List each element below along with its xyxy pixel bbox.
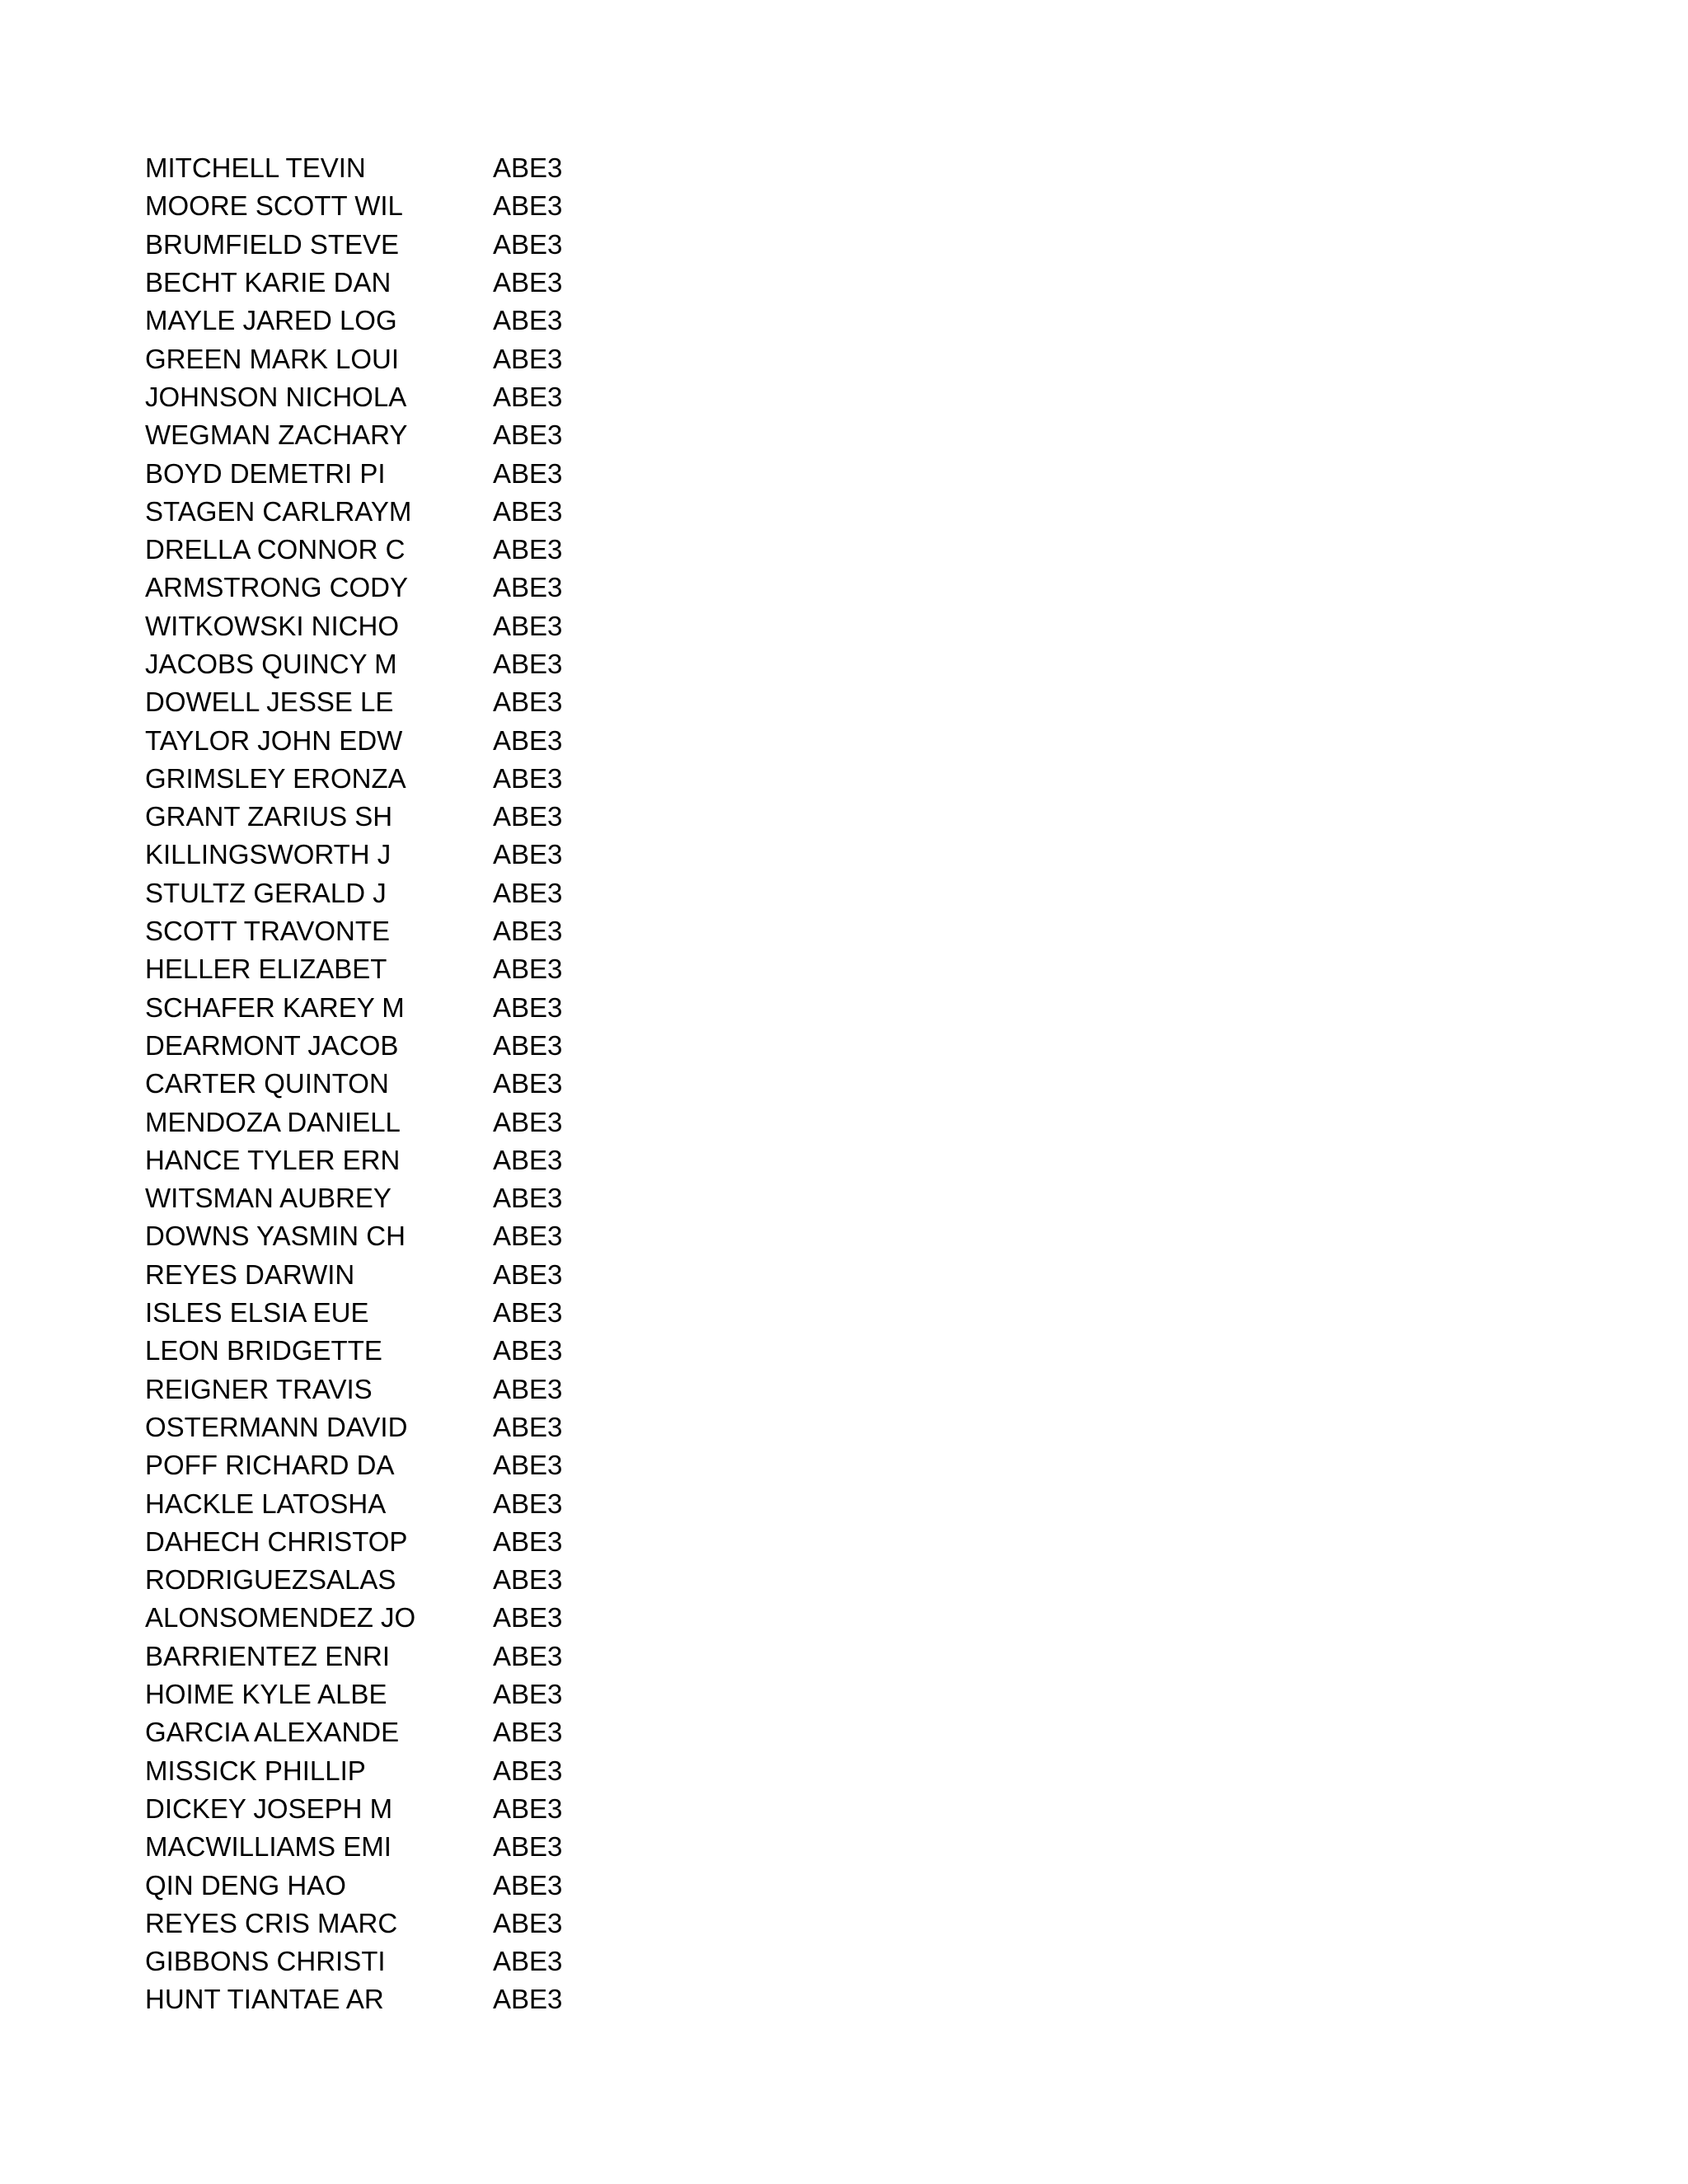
person-name: REIGNER TRAVIS — [145, 1373, 373, 1404]
list-item — [145, 1675, 592, 1713]
code-value: ABE3 — [493, 1869, 563, 1900]
code-value: ABE3 — [493, 839, 563, 870]
person-name: DAHECH CHRISTOP — [145, 1526, 408, 1557]
code-value: ABE3 — [493, 1411, 563, 1442]
code-value: ABE3 — [493, 649, 563, 679]
person-name: JOHNSON NICHOLA — [145, 381, 407, 412]
list-item — [145, 1065, 592, 1103]
person-name: MISSICK PHILLIP — [145, 1755, 366, 1786]
person-name: WITSMAN AUBREY — [145, 1183, 392, 1214]
list-item — [145, 1523, 592, 1561]
list-item — [145, 1179, 592, 1217]
person-name: HELLER ELIZABET — [145, 954, 387, 985]
list-item — [145, 1446, 592, 1484]
person-name: GRANT ZARIUS SH — [145, 801, 393, 832]
list-item — [145, 416, 592, 454]
list-item — [145, 378, 592, 416]
list-item — [145, 1027, 592, 1065]
code-value: ABE3 — [493, 1106, 563, 1137]
list-item — [145, 187, 592, 225]
person-name: DOWNS YASMIN CH — [145, 1221, 406, 1252]
list-item — [145, 645, 592, 683]
code-value: ABE3 — [493, 687, 563, 718]
person-name: HANCE TYLER ERN — [145, 1144, 401, 1175]
person-name: GRIMSLEY ERONZA — [145, 762, 406, 794]
person-name: SCOTT TRAVONTE — [145, 916, 391, 947]
code-value: ABE3 — [493, 343, 563, 374]
list-item — [145, 836, 592, 874]
code-value: ABE3 — [493, 877, 563, 908]
list-item — [145, 1751, 592, 1789]
person-name: CARTER QUINTON — [145, 1068, 389, 1099]
code-value: ABE3 — [493, 1984, 563, 2015]
code-value: ABE3 — [493, 381, 563, 412]
code-value: ABE3 — [493, 1717, 563, 1748]
code-value: ABE3 — [493, 1221, 563, 1252]
code-value: ABE3 — [493, 1564, 563, 1596]
person-name: WITKOWSKI NICHO — [145, 610, 399, 641]
list-item — [145, 1408, 592, 1446]
code-value: ABE3 — [493, 305, 563, 336]
code-value: ABE3 — [493, 916, 563, 947]
code-value: ABE3 — [493, 801, 563, 832]
code-value: ABE3 — [493, 1907, 563, 1938]
list-item — [145, 1141, 592, 1179]
person-name: DICKEY JOSEPH M — [145, 1793, 393, 1824]
code-value: ABE3 — [493, 724, 563, 756]
person-name: STULTZ GERALD J — [145, 877, 387, 908]
person-name: JACOBS QUINCY M — [145, 649, 397, 679]
list-item — [145, 1599, 592, 1637]
code-value: ABE3 — [493, 419, 563, 451]
code-value: ABE3 — [493, 1068, 563, 1099]
person-name: LEON BRIDGETTE — [145, 1335, 382, 1366]
code-value: ABE3 — [493, 1144, 563, 1175]
code-value: ABE3 — [493, 572, 563, 603]
list-item — [145, 149, 592, 187]
list-item — [145, 1294, 592, 1332]
code-value: ABE3 — [493, 1258, 563, 1290]
person-name: BRUMFIELD STEVE — [145, 228, 400, 260]
person-name: OSTERMANN DAVID — [145, 1411, 408, 1442]
code-value: ABE3 — [493, 991, 563, 1023]
person-name: DOWELL JESSE LE — [145, 687, 394, 718]
person-name: TAYLOR JOHN EDW — [145, 724, 403, 756]
person-name: BARRIENTEZ ENRI — [145, 1640, 391, 1671]
list-item — [145, 1103, 592, 1141]
code-value: ABE3 — [493, 1755, 563, 1786]
list-item — [145, 683, 592, 721]
person-name: DEARMONT JACOB — [145, 1029, 399, 1061]
person-name: SCHAFER KAREY M — [145, 991, 405, 1023]
code-value: ABE3 — [493, 610, 563, 641]
person-name: GIBBONS CHRISTI — [145, 1946, 386, 1977]
person-name: GARCIA ALEXANDE — [145, 1717, 400, 1748]
list-item — [145, 607, 592, 645]
list-item — [145, 1943, 592, 1980]
code-value: ABE3 — [493, 1831, 563, 1863]
list-item — [145, 950, 592, 988]
list-item — [145, 1638, 592, 1675]
list-item — [145, 721, 592, 759]
list-item — [145, 1713, 592, 1751]
person-name: WEGMAN ZACHARY — [145, 419, 408, 451]
person-name: ARMSTRONG CODY — [145, 572, 409, 603]
list-item — [145, 493, 592, 531]
person-name: MOORE SCOTT WIL — [145, 190, 403, 222]
code-value: ABE3 — [493, 1029, 563, 1061]
list-item — [145, 1790, 592, 1828]
code-value: ABE3 — [493, 1946, 563, 1977]
person-name: BECHT KARIE DAN — [145, 267, 392, 298]
list-item — [145, 1905, 592, 1943]
code-value: ABE3 — [493, 228, 563, 260]
person-name: RODRIGUEZSALAS — [145, 1564, 396, 1596]
list-item — [145, 760, 592, 798]
code-value: ABE3 — [493, 1640, 563, 1671]
person-name: MACWILLIAMS EMI — [145, 1831, 392, 1863]
person-name: KILLINGSWORTH J — [145, 839, 392, 870]
code-value: ABE3 — [493, 1373, 563, 1404]
list-item — [145, 1217, 592, 1255]
code-value: ABE3 — [493, 534, 563, 565]
person-name: POFF RICHARD DA — [145, 1450, 395, 1481]
code-value: ABE3 — [493, 1450, 563, 1481]
code-value: ABE3 — [493, 762, 563, 794]
list-item — [145, 1371, 592, 1408]
person-name: REYES DARWIN — [145, 1258, 355, 1290]
list-item — [145, 302, 592, 340]
list-item — [145, 264, 592, 302]
list-item — [145, 798, 592, 836]
list-item — [145, 989, 592, 1027]
person-name: REYES CRIS MARC — [145, 1907, 398, 1938]
list-item — [145, 1828, 592, 1866]
list-item — [145, 531, 592, 569]
code-value: ABE3 — [493, 954, 563, 985]
code-value: ABE3 — [493, 1488, 563, 1519]
code-value: ABE3 — [493, 1183, 563, 1214]
code-value: ABE3 — [493, 495, 563, 527]
code-value: ABE3 — [493, 1526, 563, 1557]
code-value: ABE3 — [493, 457, 563, 489]
code-value: ABE3 — [493, 152, 563, 184]
person-name: DRELLA CONNOR C — [145, 534, 406, 565]
code-value: ABE3 — [493, 1602, 563, 1633]
code-value: ABE3 — [493, 267, 563, 298]
list-item — [145, 1332, 592, 1370]
code-value: ABE3 — [493, 1297, 563, 1329]
code-value: ABE3 — [493, 1679, 563, 1710]
person-name: QIN DENG HAO — [145, 1869, 346, 1900]
person-name: GREEN MARK LOUI — [145, 343, 400, 374]
list-item — [145, 1561, 592, 1599]
list-item — [145, 340, 592, 377]
list-item — [145, 912, 592, 950]
code-value: ABE3 — [493, 1335, 563, 1366]
person-name: HOIME KYLE ALBE — [145, 1679, 387, 1710]
person-name: STAGEN CARLRAYM — [145, 495, 412, 527]
person-name: HACKLE LATOSHA — [145, 1488, 387, 1519]
list-item — [145, 1484, 592, 1522]
person-name: MAYLE JARED LOG — [145, 305, 397, 336]
list-item — [145, 1256, 592, 1294]
list-item — [145, 226, 592, 264]
name-code-list — [145, 149, 592, 2019]
list-item — [145, 569, 592, 607]
person-name: MITCHELL TEVIN — [145, 152, 366, 184]
list-item — [145, 1866, 592, 1904]
list-item — [145, 1980, 592, 2018]
person-name: HUNT TIANTAE AR — [145, 1984, 384, 2015]
code-value: ABE3 — [493, 190, 563, 222]
person-name: BOYD DEMETRI PI — [145, 457, 386, 489]
person-name: MENDOZA DANIELL — [145, 1106, 401, 1137]
code-value: ABE3 — [493, 1793, 563, 1824]
person-name: ALONSOMENDEZ JO — [145, 1602, 416, 1633]
person-name: ISLES ELSIA EUE — [145, 1297, 369, 1329]
list-item — [145, 874, 592, 912]
list-item — [145, 454, 592, 492]
